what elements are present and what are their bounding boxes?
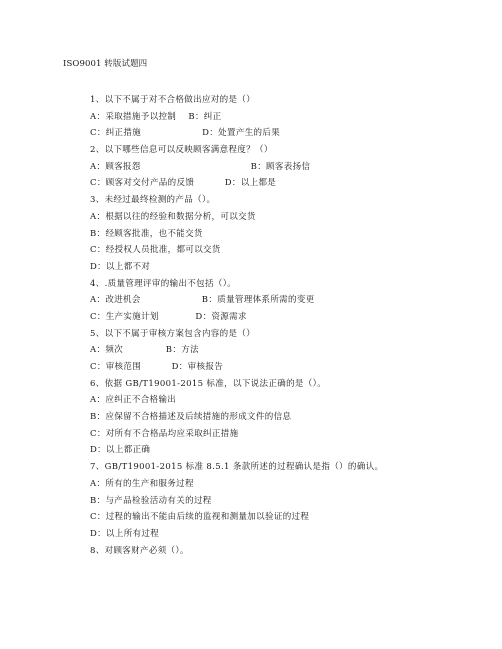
question-7: 7、GB/T19001-2015 标准 8.5.1 条款所述的过程确认是指（）的确认。 — [90, 462, 384, 473]
option-line: B：与产品检验活动有关的过程 — [90, 495, 212, 506]
option-line: B：经顾客批准，也不能交货 — [90, 228, 203, 239]
option-line: D：以上都不对 — [90, 261, 151, 272]
option-line: A：所有的生产和服务过程 — [90, 478, 194, 489]
question-3: 3、未经过最终检测的产品（）。 — [90, 195, 216, 206]
question-1: 1、以下不属于对不合格做出应对的是（） — [90, 95, 256, 105]
option-line: B：应保留不合格描述及后续措施的形成文件的信息 — [90, 412, 292, 423]
option-line: D：以上所有过程 — [90, 528, 160, 539]
question-6: 6、依据 GB/T19001-2015 标准，以下说法正确的是（）。 — [90, 378, 327, 389]
option-line: C：纠正措施 D：处置产生的后果 — [90, 128, 281, 139]
question-5: 5、以下不属于审核方案包含内容的是（） — [90, 328, 256, 339]
question-4: 4、.质量管理评审的输出不包括（）。 — [90, 278, 237, 289]
option-line: C：生产实施计划 D：资源需求 — [90, 311, 247, 322]
question-8: 8、对顾客财产必须（）。 — [90, 545, 189, 556]
option-line: C：审核范围 D：审核报告 — [90, 362, 224, 372]
document-title: ISO9001 转版试题四 — [63, 59, 148, 69]
option-line: A：应纠正不合格输出 — [90, 395, 177, 406]
option-line: A：根据以往的经验和数据分析，可以交货 — [90, 211, 256, 222]
option-line: C：顾客对交付产品的反馈 D：以上都是 — [90, 178, 277, 189]
option-line: C：经授权人员批准，都可以交货 — [90, 245, 221, 256]
question-list — [90, 92, 450, 559]
option-line: C：过程的输出不能由后续的监视和测量加以验证的过程 — [90, 512, 310, 523]
option-line: A：顾客报怨 B：顾客表扬信 — [90, 161, 311, 172]
option-line: A：改进机会 B：质量管理体系所需的变更 — [90, 295, 315, 306]
option-line: A：采取措施予以控制 B：纠正 — [90, 111, 222, 122]
option-line: D：以上都正确 — [90, 445, 151, 456]
option-line: A：频次 B：方法 — [90, 345, 199, 356]
question-2: 2、以下哪些信息可以反映顾客满意程度？（） — [90, 145, 273, 156]
option-line: C：对所有不合格品均应采取纠正措施 — [90, 428, 239, 439]
